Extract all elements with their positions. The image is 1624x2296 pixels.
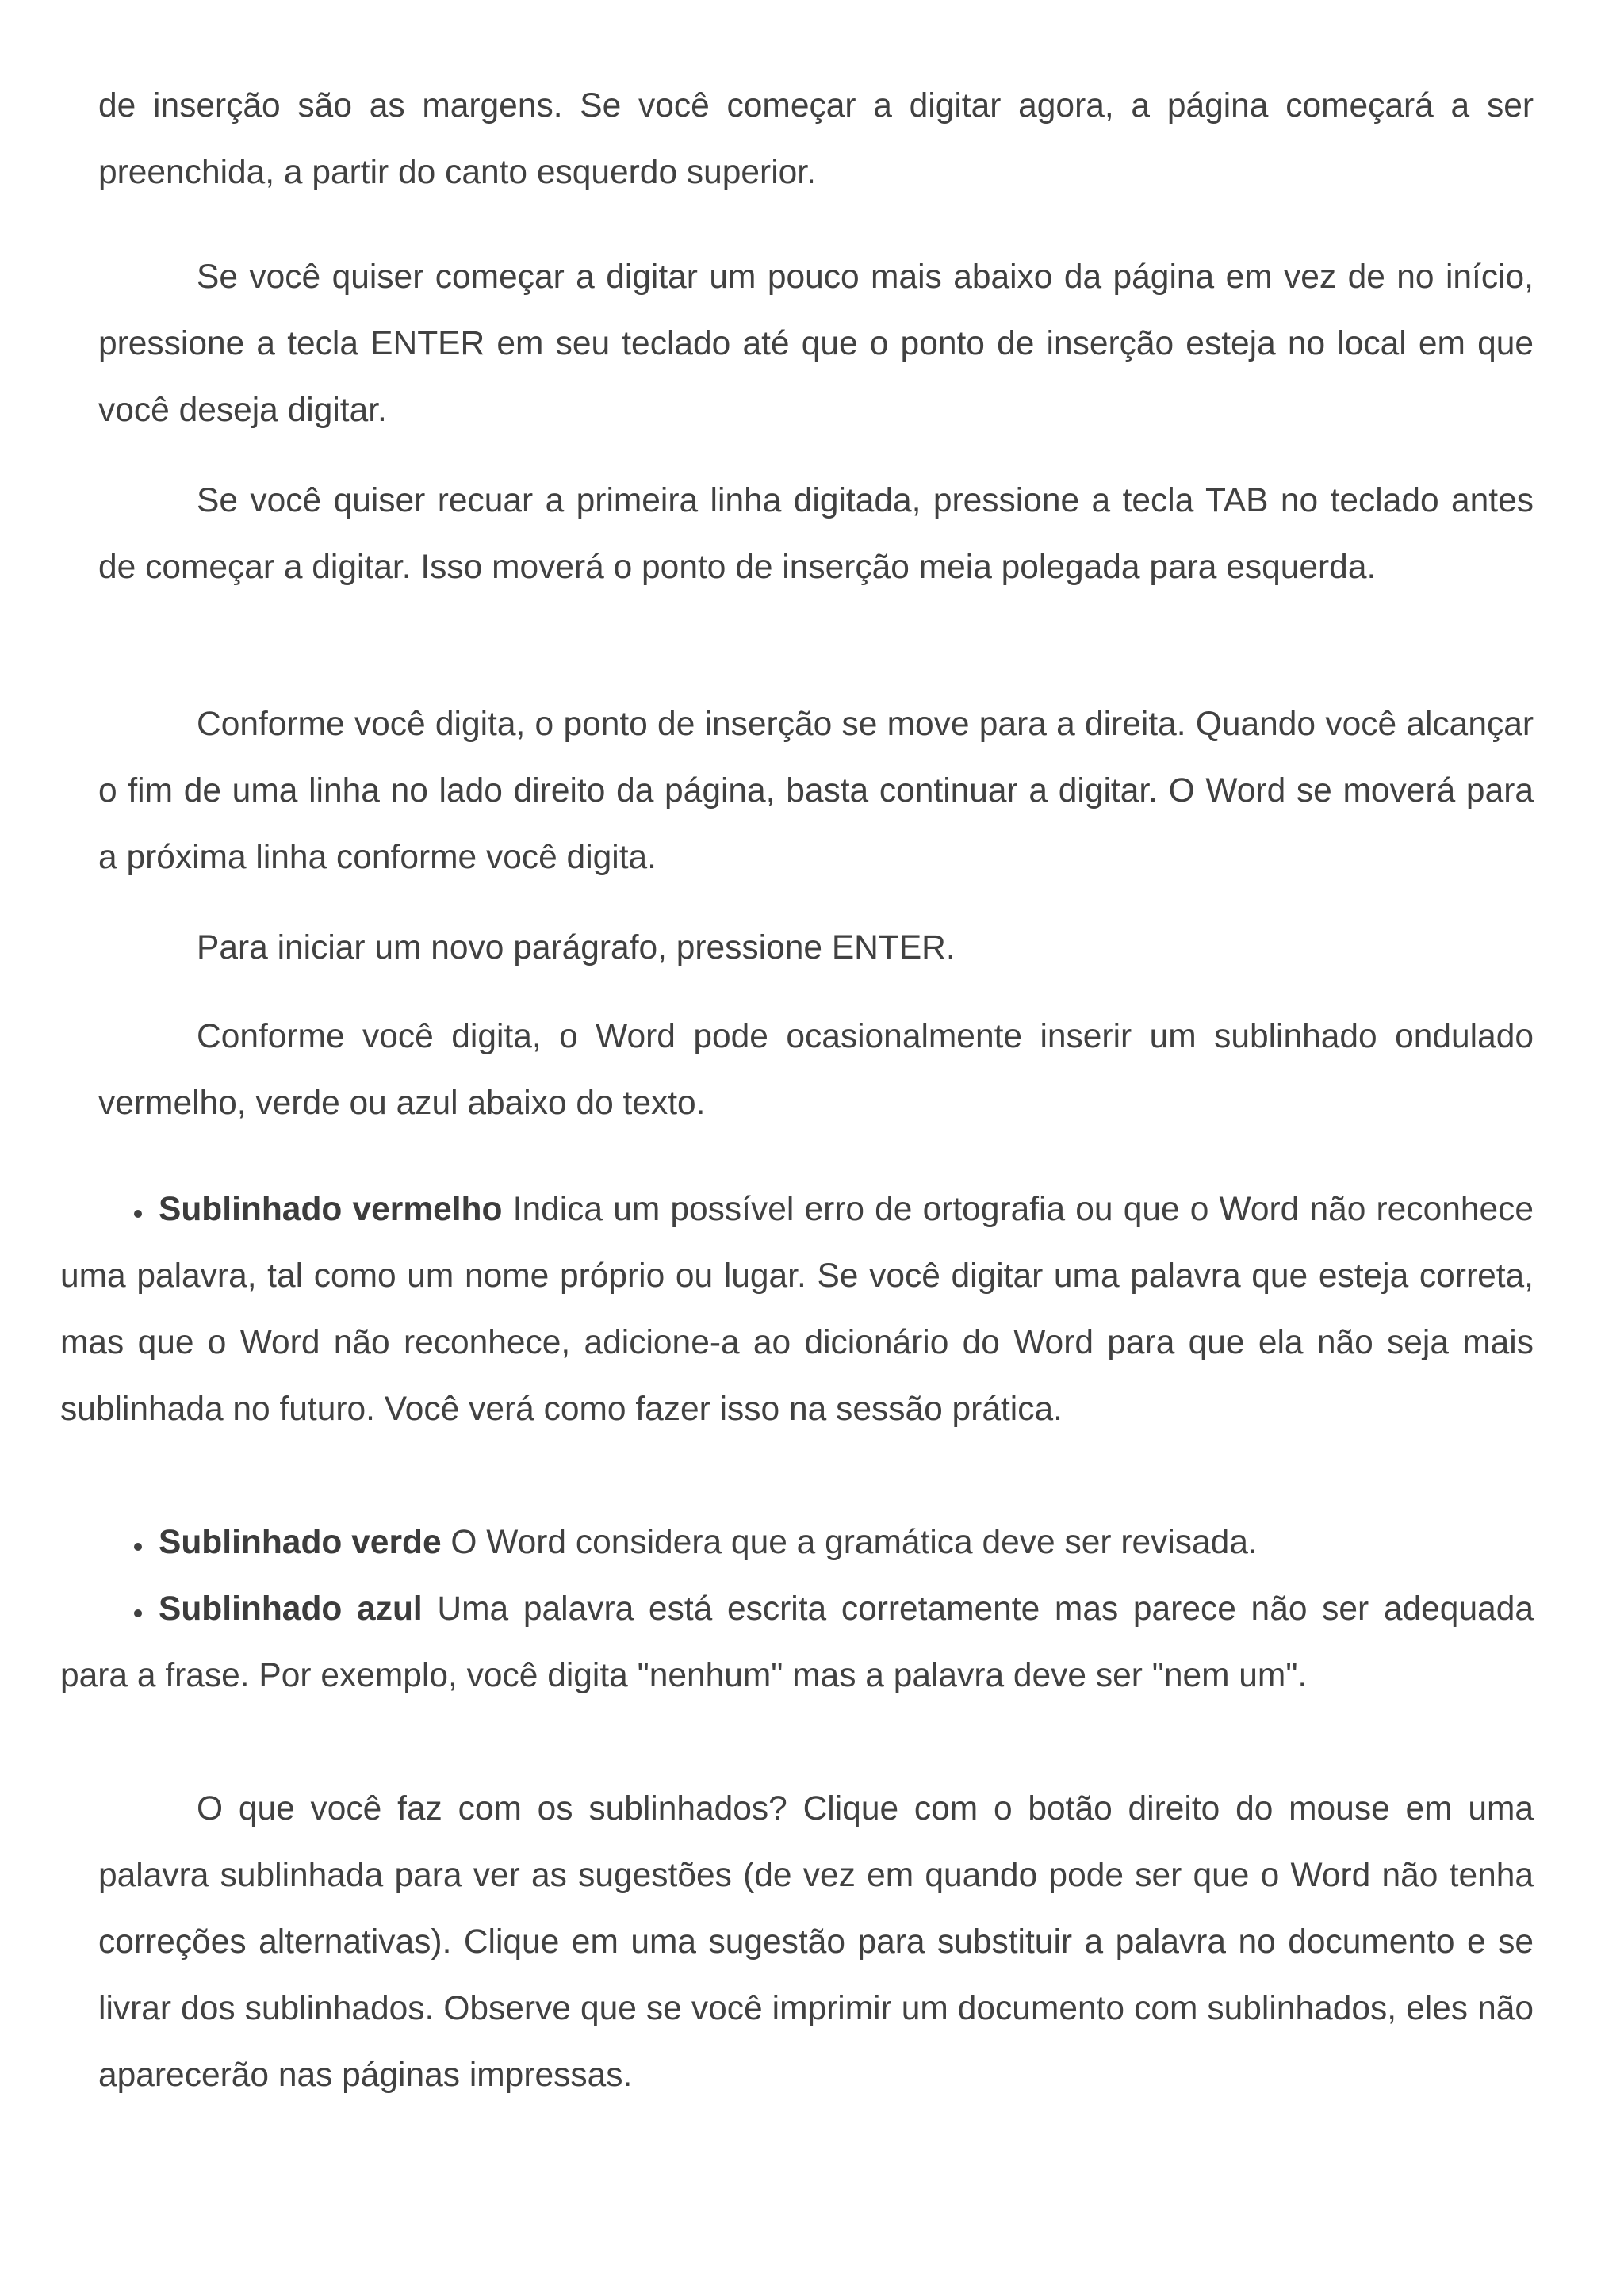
bullet-text: Indica um possível erro de ortografia ou que o Word não reconhece uma palavra, tal como um nome próprio ou lugar. Se você digitar uma palavra que esteja correta, mas que o Word não reconhece, adicione-a ao dicionário do Word para que ela não seja mais sublinhada no futuro. Você verá como fazer isso na sessão prática. (60, 1191, 1534, 1428)
paragraph-new-paragraph: Para iniciar um novo parágrafo, pressione ENTER. (197, 929, 956, 966)
paragraph-enter-key: Se você quiser começar a digitar um pouco mais abaixo da página em vez de no início, pressione a tecla ENTER em seu teclado até que o ponto de inserção esteja no local em que você deseja digitar. (98, 258, 1534, 429)
paragraph-continuation: de inserção são as margens. Se você começar a digitar agora, a página começará a ser preenchida, a partir do canto esquerdo superior. (98, 87, 1534, 191)
bullet-text: O Word considera que a gramática deve ser revisada. (441, 1524, 1258, 1561)
bullet-item-blue (60, 1576, 1534, 1709)
paragraph-tab-key: Se você quiser recuar a primeira linha digitada, pressione a tecla TAB no teclado antes de começar a digitar. Isso moverá o ponto de inserção meia polegada para esquerda. (98, 482, 1534, 586)
bullet-term: Sublinhado verde (159, 1524, 442, 1561)
paragraph-underlines-intro: Conforme você digita, o Word pode ocasionalmente inserir um sublinhado ondulado vermelho, verde ou azul abaixo do texto. (98, 1018, 1534, 1122)
paragraph-typing-flow: Conforme você digita, o ponto de inserção se move para a direita. Quando você alcançar o fim de uma linha no lado direito da página, basta continuar a digitar. O Word se moverá para a próxima linha conforme você digita. (98, 706, 1534, 876)
paragraph-what-to-do: O que você faz com os sublinhados? Clique com o botão direito do mouse em uma palavra sublinhada para ver as sugestões (de vez em quando pode ser que o Word não tenha correções alternativas). Clique em uma sugestão para substituir a palavra no documento e se livrar dos sublinhados. Observe que se você imprimir um documento com sublinhados, eles não aparecerão nas páginas impressas. (98, 1790, 1534, 2094)
bullet-term: Sublinhado vermelho (159, 1191, 503, 1228)
bullet-item-red (60, 1177, 1534, 1443)
bullet-item-green (60, 1510, 1534, 1576)
bullet-text: Uma palavra está escrita corretamente mas parece não ser adequada para a frase. Por exemplo, você digita "nenhum" mas a palavra deve ser "nem um". (60, 1590, 1534, 1694)
bullet-term: Sublinhado azul (159, 1590, 423, 1628)
